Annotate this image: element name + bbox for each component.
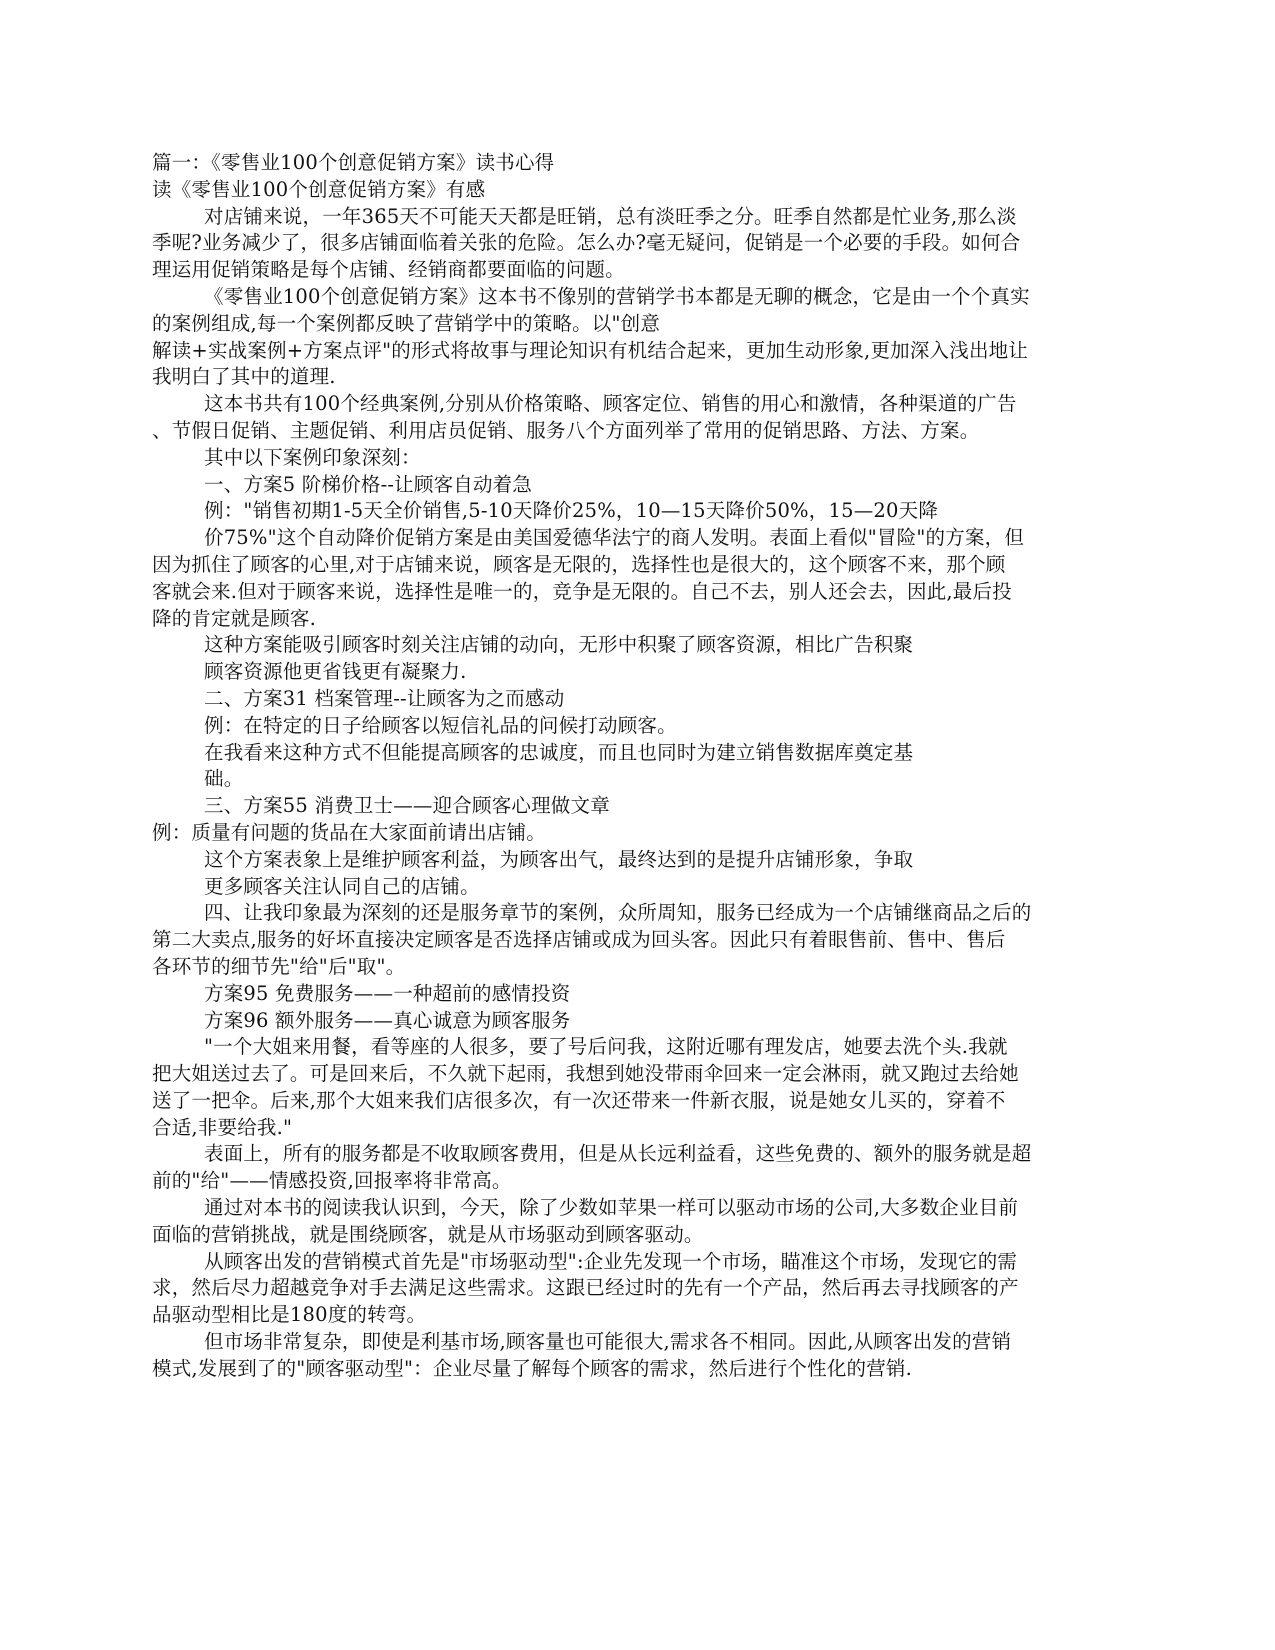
text-line: 方案96 额外服务——真心诚意为顾客服务 xyxy=(204,1008,571,1032)
text-line: 降的肯定就是顾客. xyxy=(152,606,316,630)
text-line: 对店铺来说，一年365天不可能天天都是旺销，总有淡旺季之分。旺季自然都是忙业务,那么淡 xyxy=(204,204,1017,228)
document-subtitle: 读《零售业100个创意促销方案》有感 xyxy=(152,177,486,201)
text-line: 二、方案31 档案管理--让顾客为之而感动 xyxy=(204,686,565,710)
text-line: 价75%"这个自动降价促销方案是由美国爱德华法宁的商人发明。表面上看似"冒险"的方案，但 xyxy=(204,526,1025,550)
text-line: 这本书共有100个经典案例,分别从价格策略、顾客定位、销售的用心和激情，各种渠道的广告 xyxy=(204,392,1017,416)
text-line: 前的"给"——情感投资,回报率将非常高。 xyxy=(152,1169,512,1193)
text-line: 这种方案能吸引顾客时刻关注店铺的动向，无形中积聚了顾客资源，相比广告积聚 xyxy=(204,633,914,657)
text-line: 例："销售初期1-5天全价销售,5-10天降价25%，10—15天降价50%，15—20天降 xyxy=(204,499,939,523)
text-line: 方案95 免费服务——一种超前的感情投资 xyxy=(204,981,571,1005)
text-line: 各环节的细节先"给"后"取"。 xyxy=(152,954,406,978)
text-line: 础。 xyxy=(204,767,244,791)
text-line: 其中以下案例印象深刻： xyxy=(204,445,421,469)
text-line: 求，然后尽力超越竞争对手去满足这些需求。这跟已经过时的先有一个产品，然后再去寻找顾客的产 xyxy=(152,1276,1019,1300)
text-line: 品驱动型相比是180度的转弯。 xyxy=(152,1303,427,1327)
text-line: 这个方案表象上是维护顾客利益，为顾客出气，最终达到的是提升店铺形象，争取 xyxy=(204,847,914,871)
text-line: 的案例组成,每一个案例都反映了营销学中的策略。以"创意 xyxy=(152,311,661,335)
text-line: 《零售业100个创意促销方案》这本书不像别的营销学书本都是无聊的概念，它是由一个个真实 xyxy=(204,284,1030,308)
text-line: 四、让我印象最为深刻的还是服务章节的案例，众所周知，服务已经成为一个店铺继商品之后的 xyxy=(204,901,1032,925)
text-line: 客就会来.但对于顾客来说，选择性是唯一的，竞争是无限的。自己不去，别人还会去，因此,最后投 xyxy=(152,579,1012,603)
text-line: "一个大姐来用餐，看等座的人很多，要了号后问我，这附近哪有理发店，她要去洗个头.我就 xyxy=(204,1035,1008,1059)
document-title: 篇一：《零售业100个创意促销方案》读书心得 xyxy=(152,151,555,174)
text-line: 例：在特定的日子给顾客以短信礼品的问候打动顾客。 xyxy=(204,713,677,737)
text-line: 把大姐送过去了。可是回来后，不久就下起雨，我想到她没带雨伞回来一定会淋雨，就又跑过去给她 xyxy=(152,1062,1019,1086)
text-line: 更多顾客关注认同自己的店铺。 xyxy=(204,874,480,898)
text-line: 我明白了其中的道理. xyxy=(152,365,336,389)
text-line: 例：质量有问题的货品在大家面前请出店铺。 xyxy=(152,820,547,844)
text-line: 表面上，所有的服务都是不收取顾客费用，但是从长远利益看，这些免费的、额外的服务就是超 xyxy=(204,1142,1032,1166)
text-line: 第二大卖点,服务的好坏直接决定顾客是否选择店铺或成为回头客。因此只有着眼售前、售中、售后 xyxy=(152,928,1006,952)
text-line: 但市场非常复杂，即使是利基市场,顾客量也可能很大,需求各不相同。因此,从顾客出发的营销 xyxy=(204,1330,1012,1354)
text-line: 从顾客出发的营销模式首先是"市场驱动型":企业先发现一个市场，瞄准这个市场，发现它的需 xyxy=(204,1249,1018,1273)
text-line: 模式,发展到了的"顾客驱动型"：企业尽量了解每个顾客的需求，然后进行个性化的营销. xyxy=(152,1356,913,1380)
document-body xyxy=(152,150,1112,1383)
text-line: 、节假日促销、主题促销、利用店员促销、服务八个方面列举了常用的促销思路、方法、方案。 xyxy=(152,418,980,442)
text-line: 面临的营销挑战，就是围绕顾客，就是从市场驱动到顾客驱动。 xyxy=(152,1222,704,1246)
text-line: 通过对本书的阅读我认识到，今天，除了少数如苹果一样可以驱动市场的公司,大多数企业目前 xyxy=(204,1196,1019,1220)
text-line: 合适,非要给我." xyxy=(152,1115,293,1139)
text-line: 三、方案55 消费卫士——迎合顾客心理做文章 xyxy=(204,794,610,818)
text-line: 一、方案5 阶梯价格--让顾客自动着急 xyxy=(204,472,533,496)
text-line: 季呢?业务减少了，很多店铺面临着关张的危险。怎么办?毫无疑问，促销是一个必要的手段。如何合 xyxy=(152,231,1021,255)
text-line: 顾客资源他更省钱更有凝聚力. xyxy=(204,660,467,684)
text-line: 理运用促销策略是每个店铺、经销商都要面临的问题。 xyxy=(152,258,625,282)
text-line: 因为抓住了顾客的心里,对于店铺来说，顾客是无限的，选择性也是很大的，这个顾客不来，那个顾 xyxy=(152,552,1006,576)
text-line: 解读+实战案例+方案点评"的形式将故事与理论知识有机结合起来，更加生动形象,更加深入浅出地让 xyxy=(152,338,1029,362)
text-line: 在我看来这种方式不但能提高顾客的忠诚度，而且也同时为建立销售数据库奠定基 xyxy=(204,740,914,764)
text-line: 送了一把伞。后来,那个大姐来我们店很多次，有一次还带来一件新衣服，说是她女儿买的，穿着不 xyxy=(152,1088,1006,1112)
